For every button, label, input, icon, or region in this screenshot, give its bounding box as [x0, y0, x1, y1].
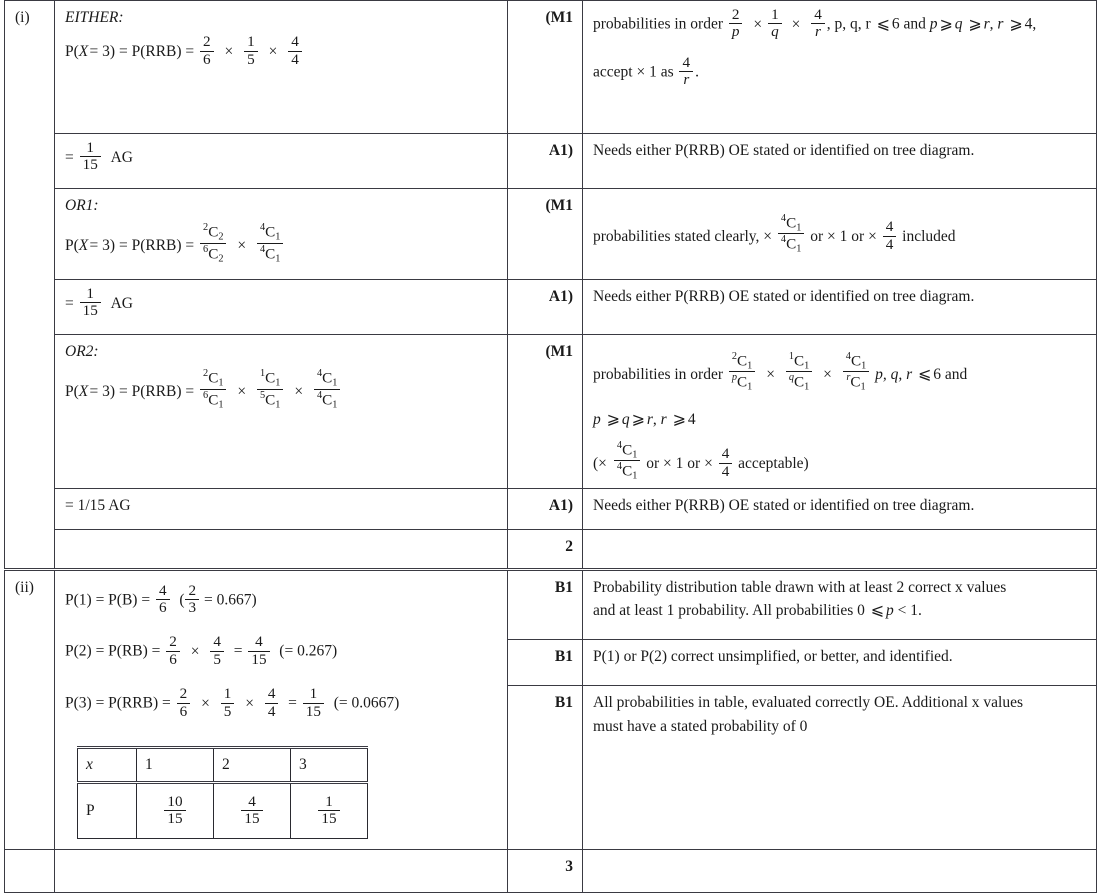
table-row [5, 849, 1097, 892]
note-b1-first [583, 569, 1097, 640]
dist-p-value: $\frac{10}{15}$ [137, 782, 214, 838]
note-or2 [583, 335, 1097, 489]
mark-b1-second: B1 [508, 640, 583, 686]
dist-x-value: 2 [214, 747, 291, 782]
working-ii-total-blank [55, 849, 508, 892]
mark-m1-either: (M1 [508, 1, 583, 134]
working-a1-second: = $\frac{1}{15}$ AG [55, 280, 508, 335]
mark-b1-first: B1 [508, 569, 583, 640]
mark-a1-first: A1) [508, 134, 583, 189]
working-or1 [55, 189, 508, 280]
note-either-line1: probabilities in order $\frac{2}{p}$ × $\frac{1}{q}$ × $\frac{4}{r}$ , p, q, r ⩽ 6 and p ⩾ q ⩾ r, r ⩾ 4, [593, 6, 1037, 41]
note-b1-third [583, 686, 1097, 850]
table-row [5, 134, 1097, 189]
either-equation: P(X = 3) = P(RRB) = $\frac{2}{6}$ × $\frac{1}{5}$ × $\frac{4}{4}$ [65, 43, 304, 60]
working-a1-third: = 1/15 AG [55, 488, 508, 529]
table-row [5, 569, 1097, 640]
mark-scheme-table [4, 0, 1097, 893]
note-b1-third-line1: All probabilities in table, evaluated correctly OE. Additional x values [593, 694, 1024, 712]
mark-b1-third: B1 [508, 686, 583, 850]
dist-prob-row [78, 782, 368, 838]
dist-row-label-x: x [78, 747, 137, 782]
dist-p-value: $\frac{1}{15}$ [291, 782, 368, 838]
note-either [583, 1, 1097, 134]
note-b1-second: P(1) or P(2) correct unsimplified, or better, and identified. [583, 640, 1097, 686]
table-row [5, 189, 1097, 280]
part-label-ii: (ii) [5, 569, 55, 849]
mark-a1-third: A1) [508, 488, 583, 529]
dist-p-value: $\frac{4}{15}$ [214, 782, 291, 838]
table-row [5, 335, 1097, 489]
working-or2 [55, 335, 508, 489]
note-a1-third: Needs either P(RRB) OE stated or identified on tree diagram. [583, 488, 1097, 529]
either-label: EITHER: [65, 9, 124, 26]
note-or2-line3: (× $\frac{^4C_1}{^4C_1}$ or × 1 or × $\frac{4}{4}$ acceptable) [593, 439, 809, 482]
dist-x-value: 1 [137, 747, 214, 782]
note-b1-third-line2: must have a stated probability of 0 [593, 717, 808, 735]
equation-p3: P(3) = P(RRB) = $\frac{2}{6}$ × $\frac{1}{5}$ × $\frac{4}{4}$ = $\frac{1}{15}$ (= 0.0667) [65, 685, 400, 720]
table-row [5, 488, 1097, 529]
table-row [5, 1, 1097, 134]
or1-equation: P(X = 3) = P(RRB) = $\frac{^2C_2}{^6C_2}$ × $\frac{^4C_1}{^4C_1}$ [65, 237, 285, 254]
mark-total-ii: 3 [508, 849, 583, 892]
note-either-line2: accept × 1 as $\frac{4}{r}$ . [593, 53, 699, 89]
note-ii-total-blank [583, 849, 1097, 892]
working-i-total-blank [55, 529, 508, 569]
note-a1-first: Needs either P(RRB) OE stated or identified on tree diagram. [583, 134, 1097, 189]
part-label-i: (i) [5, 1, 55, 570]
working-part-ii [55, 569, 508, 849]
working-either [55, 1, 508, 134]
part-label-blank [5, 849, 55, 892]
note-or1 [583, 189, 1097, 280]
or2-equation: P(X = 3) = P(RRB) = $\frac{^2C_1}{^6C_1}$ × $\frac{^1C_1}{^5C_1}$ × $\frac{^4C_1}{^4C_1}$ [65, 383, 342, 400]
note-a1-second: Needs either P(RRB) OE stated or identified on tree diagram. [583, 280, 1097, 335]
mark-m1-or2: (M1 [508, 335, 583, 489]
or2-label: OR2: [65, 343, 99, 360]
dist-header-row [78, 747, 368, 782]
dist-row-label-p: P [78, 782, 137, 838]
note-b1-first-line1: Probability distribution table drawn with at least 2 correct x values [593, 578, 1007, 596]
mark-total-i: 2 [508, 529, 583, 569]
table-row [5, 280, 1097, 335]
or1-label: OR1: [65, 197, 99, 214]
dist-x-value: 3 [291, 747, 368, 782]
equation-p1: P(1) = P(B) = $\frac{4}{6}$ ( $\frac{2}{3}$ = 0.667) [65, 581, 257, 616]
note-or2-line1: probabilities in order $\frac{^2C_1}{^pC_1}$ × $\frac{^1C_1}{^qC_1}$ × $\frac{^4C_1}{^rC_1}$ p, q, r ⩽ 6 and [593, 351, 968, 393]
table-row [5, 529, 1097, 569]
note-or2-line2: p ⩾ q ⩾ r, r ⩾ 4 [593, 410, 696, 428]
probability-distribution-table [77, 746, 368, 839]
mark-m1-or1: (M1 [508, 189, 583, 280]
note-b1-first-line2: and at least 1 probability. All probabilities 0 ⩽ p < 1. [593, 602, 922, 620]
mark-a1-second: A1) [508, 280, 583, 335]
working-a1-first: = $\frac{1}{15}$ AG [55, 134, 508, 189]
note-i-total-blank [583, 529, 1097, 569]
equation-p2: P(2) = P(RB) = $\frac{2}{6}$ × $\frac{4}{5}$ = $\frac{4}{15}$ (= 0.267) [65, 633, 338, 668]
note-or1-line: probabilities stated clearly, × $\frac{^4C_1}{^4C_1}$ or × 1 or × $\frac{4}{4}$ included [593, 213, 956, 255]
